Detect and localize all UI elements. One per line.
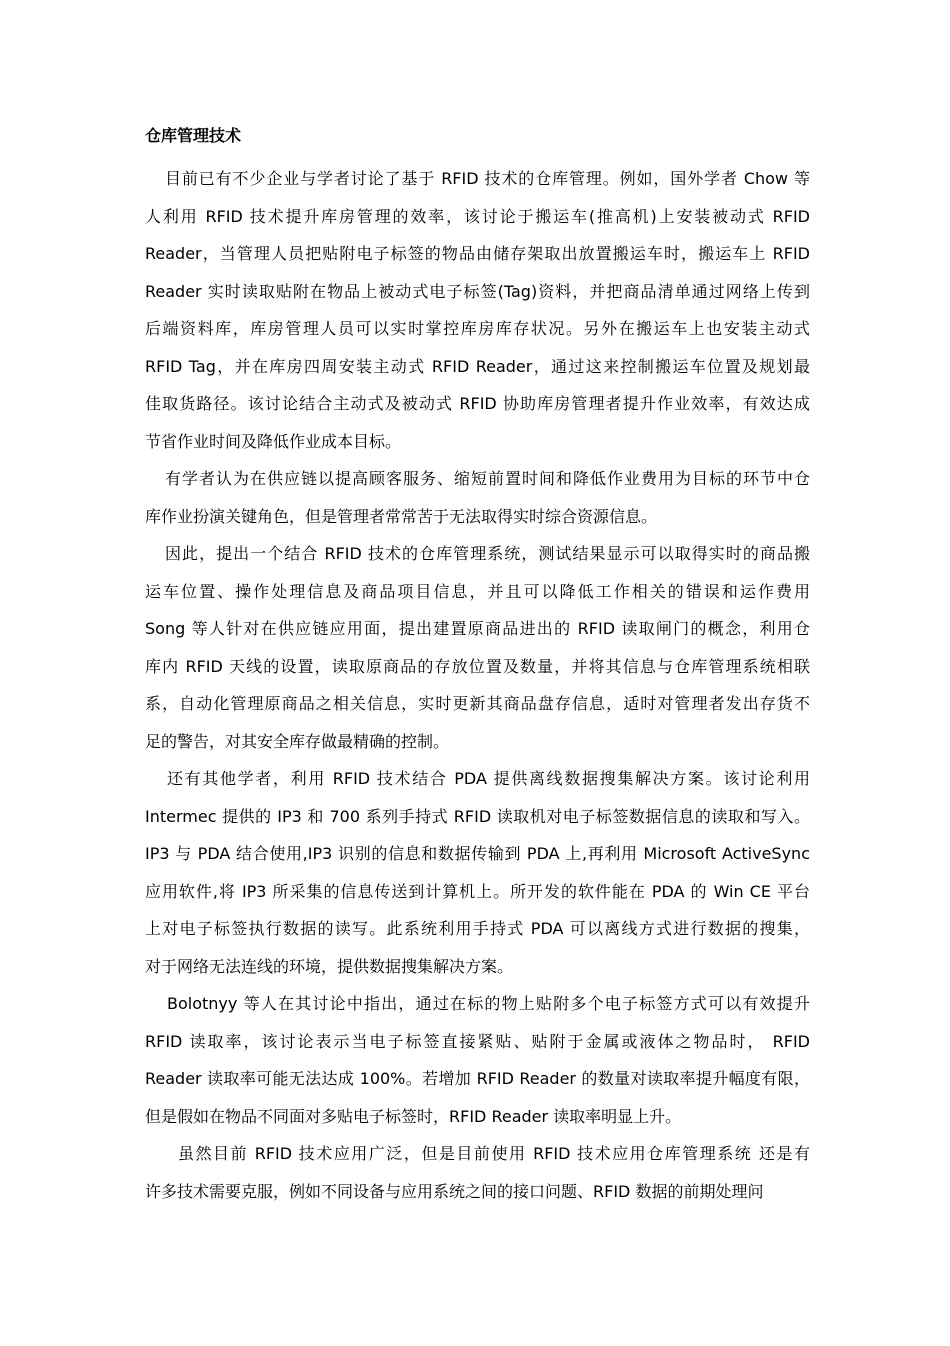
- paragraph-line: Bolotnyy 等人在其讨论中指出，通过在标的物上贴附多个电子标签方式可以有效提升: [167, 994, 810, 1013]
- section-title: 仓库管理技术: [145, 126, 242, 145]
- body-paragraph: [145, 985, 810, 1135]
- paragraph-line: 许多技术需要克服，例如不同设备与应用系统之间的接口问题、RFID 数据的前期处理问: [145, 1181, 764, 1201]
- paragraph-line: IP3 与 PDA 结合使用,IP3 识别的信息和数据传输到 PDA 上,再利用 Microsoft ActiveSync: [145, 844, 810, 863]
- paragraph-line: 还有其他学者，利用 RFID 技术结合 PDA 提供离线数据搜集解决方案。该讨论利用: [167, 769, 810, 788]
- paragraph-line: 库内 RFID 天线的设置，读取原商品的存放位置及数量，并将其信息与仓库管理系统相联: [145, 656, 810, 676]
- paragraph-line: RFID 读取率，该讨论表示当电子标签直接紧贴、贴附于金属或液体之物品时， RFID: [145, 1031, 810, 1051]
- paragraph-line: 虽然目前 RFID 技术应用广泛，但是目前使用 RFID 技术应用仓库管理系统 还是有: [178, 1144, 810, 1163]
- paragraph-line: 有学者认为在供应链以提高顾客服务、缩短前置时间和降低作业费用为目标的环节中仓: [165, 469, 810, 488]
- paragraph-line: 目前已有不少企业与学者讨论了基于 RFID 技术的仓库管理。例如，国外学者 Chow 等: [165, 169, 810, 188]
- paragraph-line: 运车位置、操作处理信息及商品项目信息，并且可以降低工作相关的错误和运作费用: [145, 581, 810, 601]
- paragraph-line: 因此，提出一个结合 RFID 技术的仓库管理系统，测试结果显示可以取得实时的商品搬: [165, 544, 810, 563]
- body-paragraph: [145, 160, 810, 460]
- paragraph-line: 但是假如在物品不同面对多贴电子标签时，RFID Reader 读取率明显上升。: [145, 1106, 682, 1126]
- paragraph-line: Intermec 提供的 IP3 和 700 系列手持式 RFID 读取机对电子标签数据信息的读取和写入。: [145, 806, 810, 826]
- document-page: [145, 124, 810, 1210]
- paragraph-line: 应用软件,将 IP3 所采集的信息传送到计算机上。所开发的软件能在 PDA 的 Win CE 平台: [145, 881, 810, 901]
- paragraph-line: 上对电子标签执行数据的读写。此系统利用手持式 PDA 可以离线方式进行数据的搜集，: [145, 919, 810, 938]
- paragraph-line: 后端资料库，库房管理人员可以实时掌控库房库存状况。另外在搬运车上也安装主动式: [145, 319, 810, 338]
- body-paragraph: [145, 460, 810, 535]
- paragraph-line: Reader 实时读取贴附在物品上被动式电子标签(Tag)资料，并把商品清单通过网络上传到: [145, 281, 810, 301]
- paragraph-container: [145, 160, 810, 1210]
- body-paragraph: [145, 1135, 810, 1210]
- paragraph-line: 库作业扮演关键角色，但是管理者常常苦于无法取得实时综合资源信息。: [145, 506, 658, 526]
- paragraph-line: 节省作业时间及降低作业成本目标。: [145, 431, 402, 451]
- paragraph-line: RFID Tag，并在库房四周安装主动式 RFID Reader，通过这来控制搬运车位置及规划最: [145, 356, 810, 376]
- paragraph-line: Reader 读取率可能无法达成 100%。若增加 RFID Reader 的数量对读取率提升幅度有限，: [145, 1069, 810, 1088]
- paragraph-line: 足的警告，对其安全库存做最精确的控制。: [145, 731, 450, 751]
- body-paragraph: [145, 760, 810, 985]
- body-paragraph: [145, 535, 810, 760]
- paragraph-line: 人利用 RFID 技术提升库房管理的效率，该讨论于搬运车(推高机)上安装被动式 RFID: [145, 206, 810, 226]
- paragraph-line: Reader，当管理人员把贴附电子标签的物品由储存架取出放置搬运车时，搬运车上 RFID: [145, 244, 810, 263]
- paragraph-line: Song 等人针对在供应链应用面，提出建置原商品进出的 RFID 读取闸门的概念，利用仓: [145, 619, 810, 638]
- paragraph-line: 系，自动化管理原商品之相关信息，实时更新其商品盘存信息，适时对管理者发出存货不: [145, 694, 810, 713]
- paragraph-line: 对于网络无法连线的环境，提供数据搜集解决方案。: [145, 956, 514, 976]
- paragraph-line: 佳取货路径。该讨论结合主动式及被动式 RFID 协助库房管理者提升作业效率，有效达成: [145, 394, 810, 413]
